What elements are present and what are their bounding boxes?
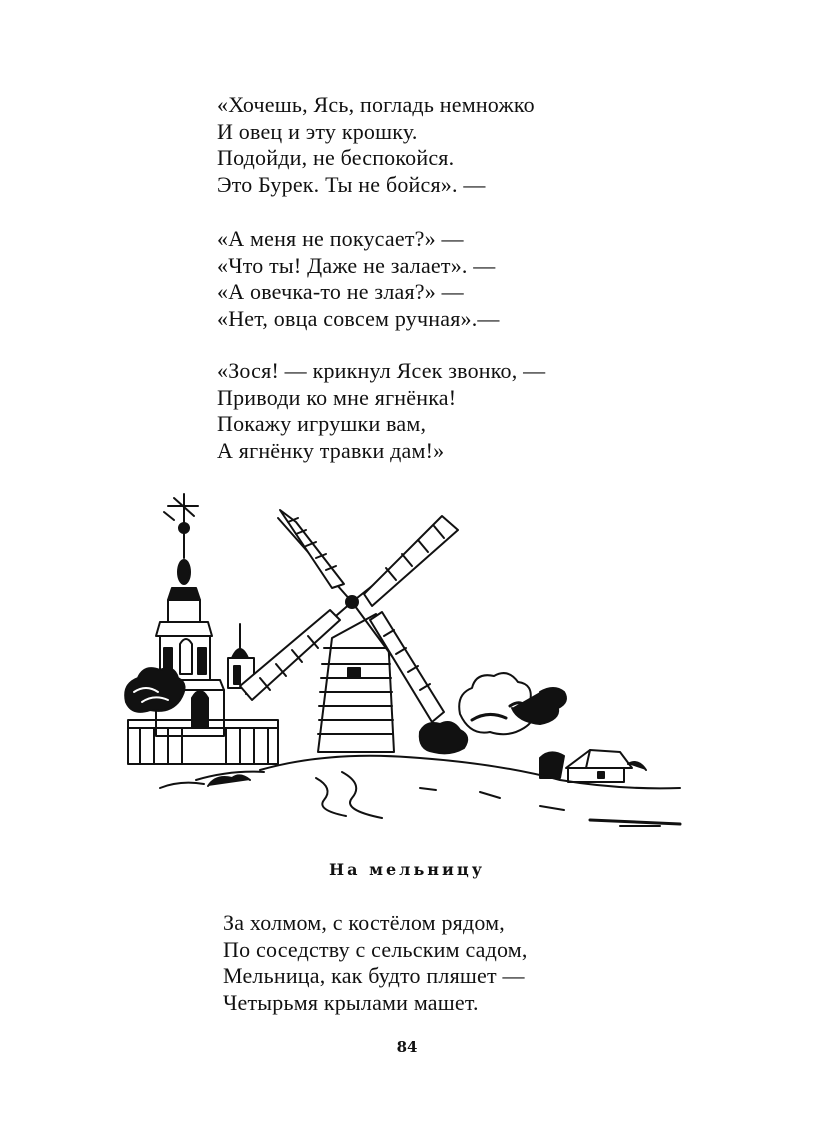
poem-stanza <box>217 226 500 332</box>
poem-line: Мельница, как будто пляшет — <box>223 963 525 988</box>
poem-line: Приводи ко мне ягнёнка! <box>217 384 457 410</box>
poem-line: «Что ты! Даже не залает». — <box>217 252 496 278</box>
page-number: 84 <box>396 1038 418 1056</box>
poem-line: «А овечка-то не злая?» — <box>217 279 464 304</box>
poem-stanza <box>217 92 535 198</box>
poem-line: Четырьмя крылами машет. <box>223 989 479 1015</box>
poem-line: По соседству с сельским садом, <box>223 936 528 962</box>
poem-line: «Хочешь, Ясь, погладь немножко <box>217 92 535 117</box>
windmill-icon <box>240 510 458 752</box>
poem-line: За холмом, с костёлом рядом, <box>223 910 505 935</box>
poem-line: Это Бурек. Ты не бойся». — <box>217 171 486 197</box>
section-title: На мельницу <box>329 860 485 879</box>
poem-line: «А меня не покусает?» — <box>217 226 464 251</box>
poem-stanza <box>217 358 545 464</box>
poem-line: «Зося! — крикнул Ясек звонко, — <box>217 358 546 383</box>
poem-line: А ягнёнку травки дам!» <box>217 437 445 463</box>
spire-cross-icon <box>164 494 198 584</box>
poem-line: «Нет, овца совсем ручная».— <box>217 305 500 331</box>
poem-line: Подойди, не беспокойся. <box>217 145 455 170</box>
poem-line: Покажу игрушки вам, <box>217 411 427 436</box>
windmill-church-illustration <box>120 488 690 836</box>
poem-stanza <box>223 910 528 1016</box>
poem-line: И овец и эту крошку. <box>217 118 418 144</box>
farmhouse-icon <box>540 750 646 782</box>
